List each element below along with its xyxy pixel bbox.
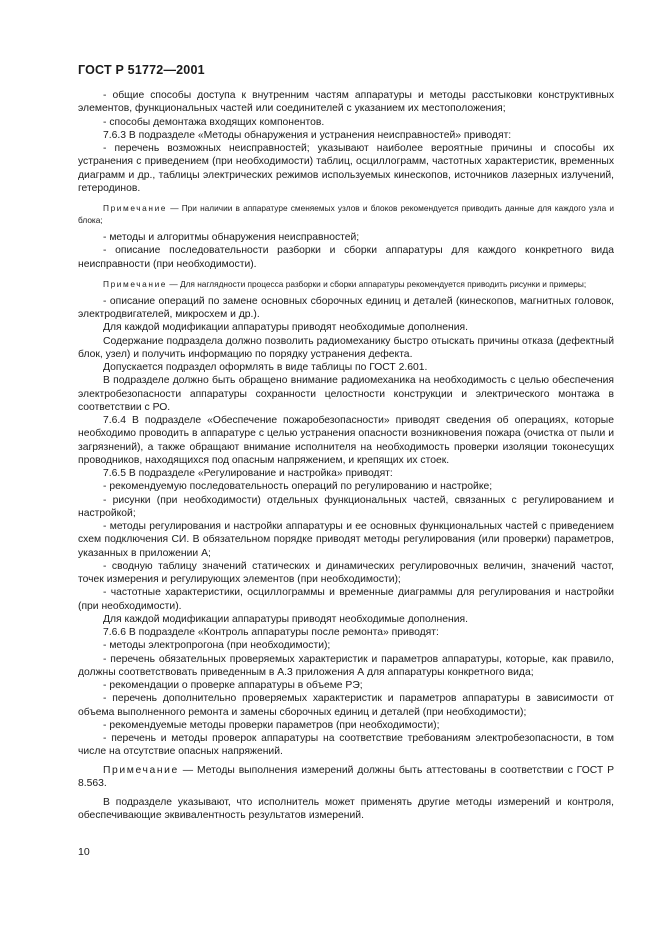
paragraph: - перечень дополнительно проверяемых характеристик и параметров аппаратуры в зависимости от объема выполненного ремонта и замены сборочных единиц и деталей (при необходимости); bbox=[78, 693, 614, 718]
paragraph: - методы и алгоритмы обнаружения неисправностей; bbox=[103, 232, 360, 243]
note-text: — При наличии в аппаратуре сменяемых узлов и блоков рекомендуется приводить данные для каждого узла и блока; bbox=[78, 203, 614, 225]
page-number: 10 bbox=[78, 846, 90, 858]
note-text: — Для наглядности процесса разборки и сборки аппаратуры рекомендуется приводить рисунки и примеры; bbox=[169, 278, 587, 289]
document-body bbox=[78, 89, 614, 823]
document-header: ГОСТ Р 51772—2001 bbox=[78, 63, 205, 77]
paragraph: 7.6.5 В подразделе «Регулирование и настройка» приводят: bbox=[103, 468, 393, 479]
paragraph: - перечень возможных неисправностей; указывают наиболее вероятные причины и способы их устранения с приведением (при необходимости) таблиц, осциллограмм, частотных характеристик, временных диаграмм и др., таблицы электрических режимов используемых кинескопов, источников лазерных излучений, гетеродинов. bbox=[78, 143, 614, 194]
paragraph: - перечень и методы проверок аппаратуры на соответствие требованиям электробезопасности, в том числе на отсутствие опасных напряжений. bbox=[78, 733, 614, 758]
paragraph: Допускается подраздел оформлять в виде таблицы по ГОСТ 2.601. bbox=[103, 362, 428, 373]
paragraph: - методы регулирования и настройки аппаратуры и ее основных функциональных частей с приведением схем подключения СИ. В обязательном порядке приводят методы регулирования (или проверки) параметров, указанных в приложении А; bbox=[78, 521, 614, 559]
note-label: Примечание bbox=[103, 764, 179, 776]
paragraph: 7.6.3 В подразделе «Методы обнаружения и устранения неисправностей» приводят: bbox=[103, 129, 512, 141]
paragraph: - рекомендации о проверке аппаратуры в объеме РЭ; bbox=[103, 680, 363, 691]
paragraph: Содержание подраздела должно позволить радиомеханику быстро отыскать причины отказа (дефектный блок, узел) и получить информацию по порядку устранения дефекта. bbox=[78, 335, 614, 360]
note-text: — Методы выполнения измерений должны быть аттестованы в соответствии с ГОСТ Р 8.563. bbox=[78, 764, 614, 789]
paragraph: - рекомендуемую последовательность операций по регулированию и настройке; bbox=[103, 481, 493, 493]
paragraph: 7.6.4 В подразделе «Обеспечение пожаробезопасности» приводят сведения об операциях, которые необходимо проводить в аппаратуре с целью устранения опасности возникновения пожара (очистка от пыли и загрязнений), а также обращают внимание исполнителя на необходимость проверки изоляции токонесущих проводников, находящихся под опасным напряжением, и крепящих их стоек. bbox=[78, 415, 614, 466]
paragraph: - методы электропрогона (при необходимости); bbox=[103, 640, 331, 652]
paragraph: В подразделе должно быть обращено внимание радиомеханика на необходимость с целью обеспечения электробезопасности аппаратуры сохранности целостности конструкции и электрического монтажа в соответствии с РО. bbox=[78, 375, 614, 413]
paragraph: - рисунки (при необходимости) отдельных функциональных частей, связанных с регулированием и настройкой; bbox=[78, 494, 614, 519]
paragraph: 7.6.6 В подразделе «Контроль аппаратуры после ремонта» приводят: bbox=[103, 627, 439, 638]
paragraph: - общие способы доступа к внутренним частям аппаратуры и методы расстыковки конструктивных элементов, функциональных частей или соединителей с указанием их местоположения; bbox=[78, 90, 614, 115]
paragraph: - способы демонтажа входящих компонентов. bbox=[103, 116, 325, 128]
note bbox=[78, 202, 614, 226]
paragraph: - рекомендуемые методы проверки параметров (при необходимости); bbox=[103, 719, 440, 731]
paragraph: - частотные характеристики, осциллограммы и временные диаграммы для регулирования и настройки (при необходимости). bbox=[78, 587, 614, 612]
paragraph: Для каждой модификации аппаратуры приводят необходимые дополнения. bbox=[103, 322, 468, 334]
note bbox=[78, 278, 614, 290]
paragraph: - сводную таблицу значений статических и динамических регулировочных величин, значений частот, точек измерения и регулирующих элементов (при необходимости); bbox=[78, 560, 614, 585]
paragraph: Для каждой модификации аппаратуры приводят необходимые дополнения. bbox=[103, 613, 468, 625]
note bbox=[78, 764, 614, 791]
paragraph: - описание последовательности разборки и сборки аппаратуры для каждого конкретного вида неисправности (при необходимости). bbox=[78, 245, 614, 270]
note-label: Примечание bbox=[103, 203, 168, 213]
paragraph: - перечень обязательных проверяемых характеристик и параметров аппаратуры, которые, как правило, должны соответствовать приведенным в А.3 приложения А для аппаратуры конкретного вида; bbox=[78, 653, 614, 678]
paragraph: - описание операций по замене основных сборочных единиц и деталей (кинескопов, магнитных головок, электродвигателей, микросхем и др.). bbox=[78, 295, 614, 320]
paragraph: В подразделе указывают, что исполнитель может применять другие методы измерений и контроля, обеспечивающие эквивалентность результатов измерений. bbox=[78, 797, 614, 822]
note-label: Примечание bbox=[103, 278, 168, 289]
